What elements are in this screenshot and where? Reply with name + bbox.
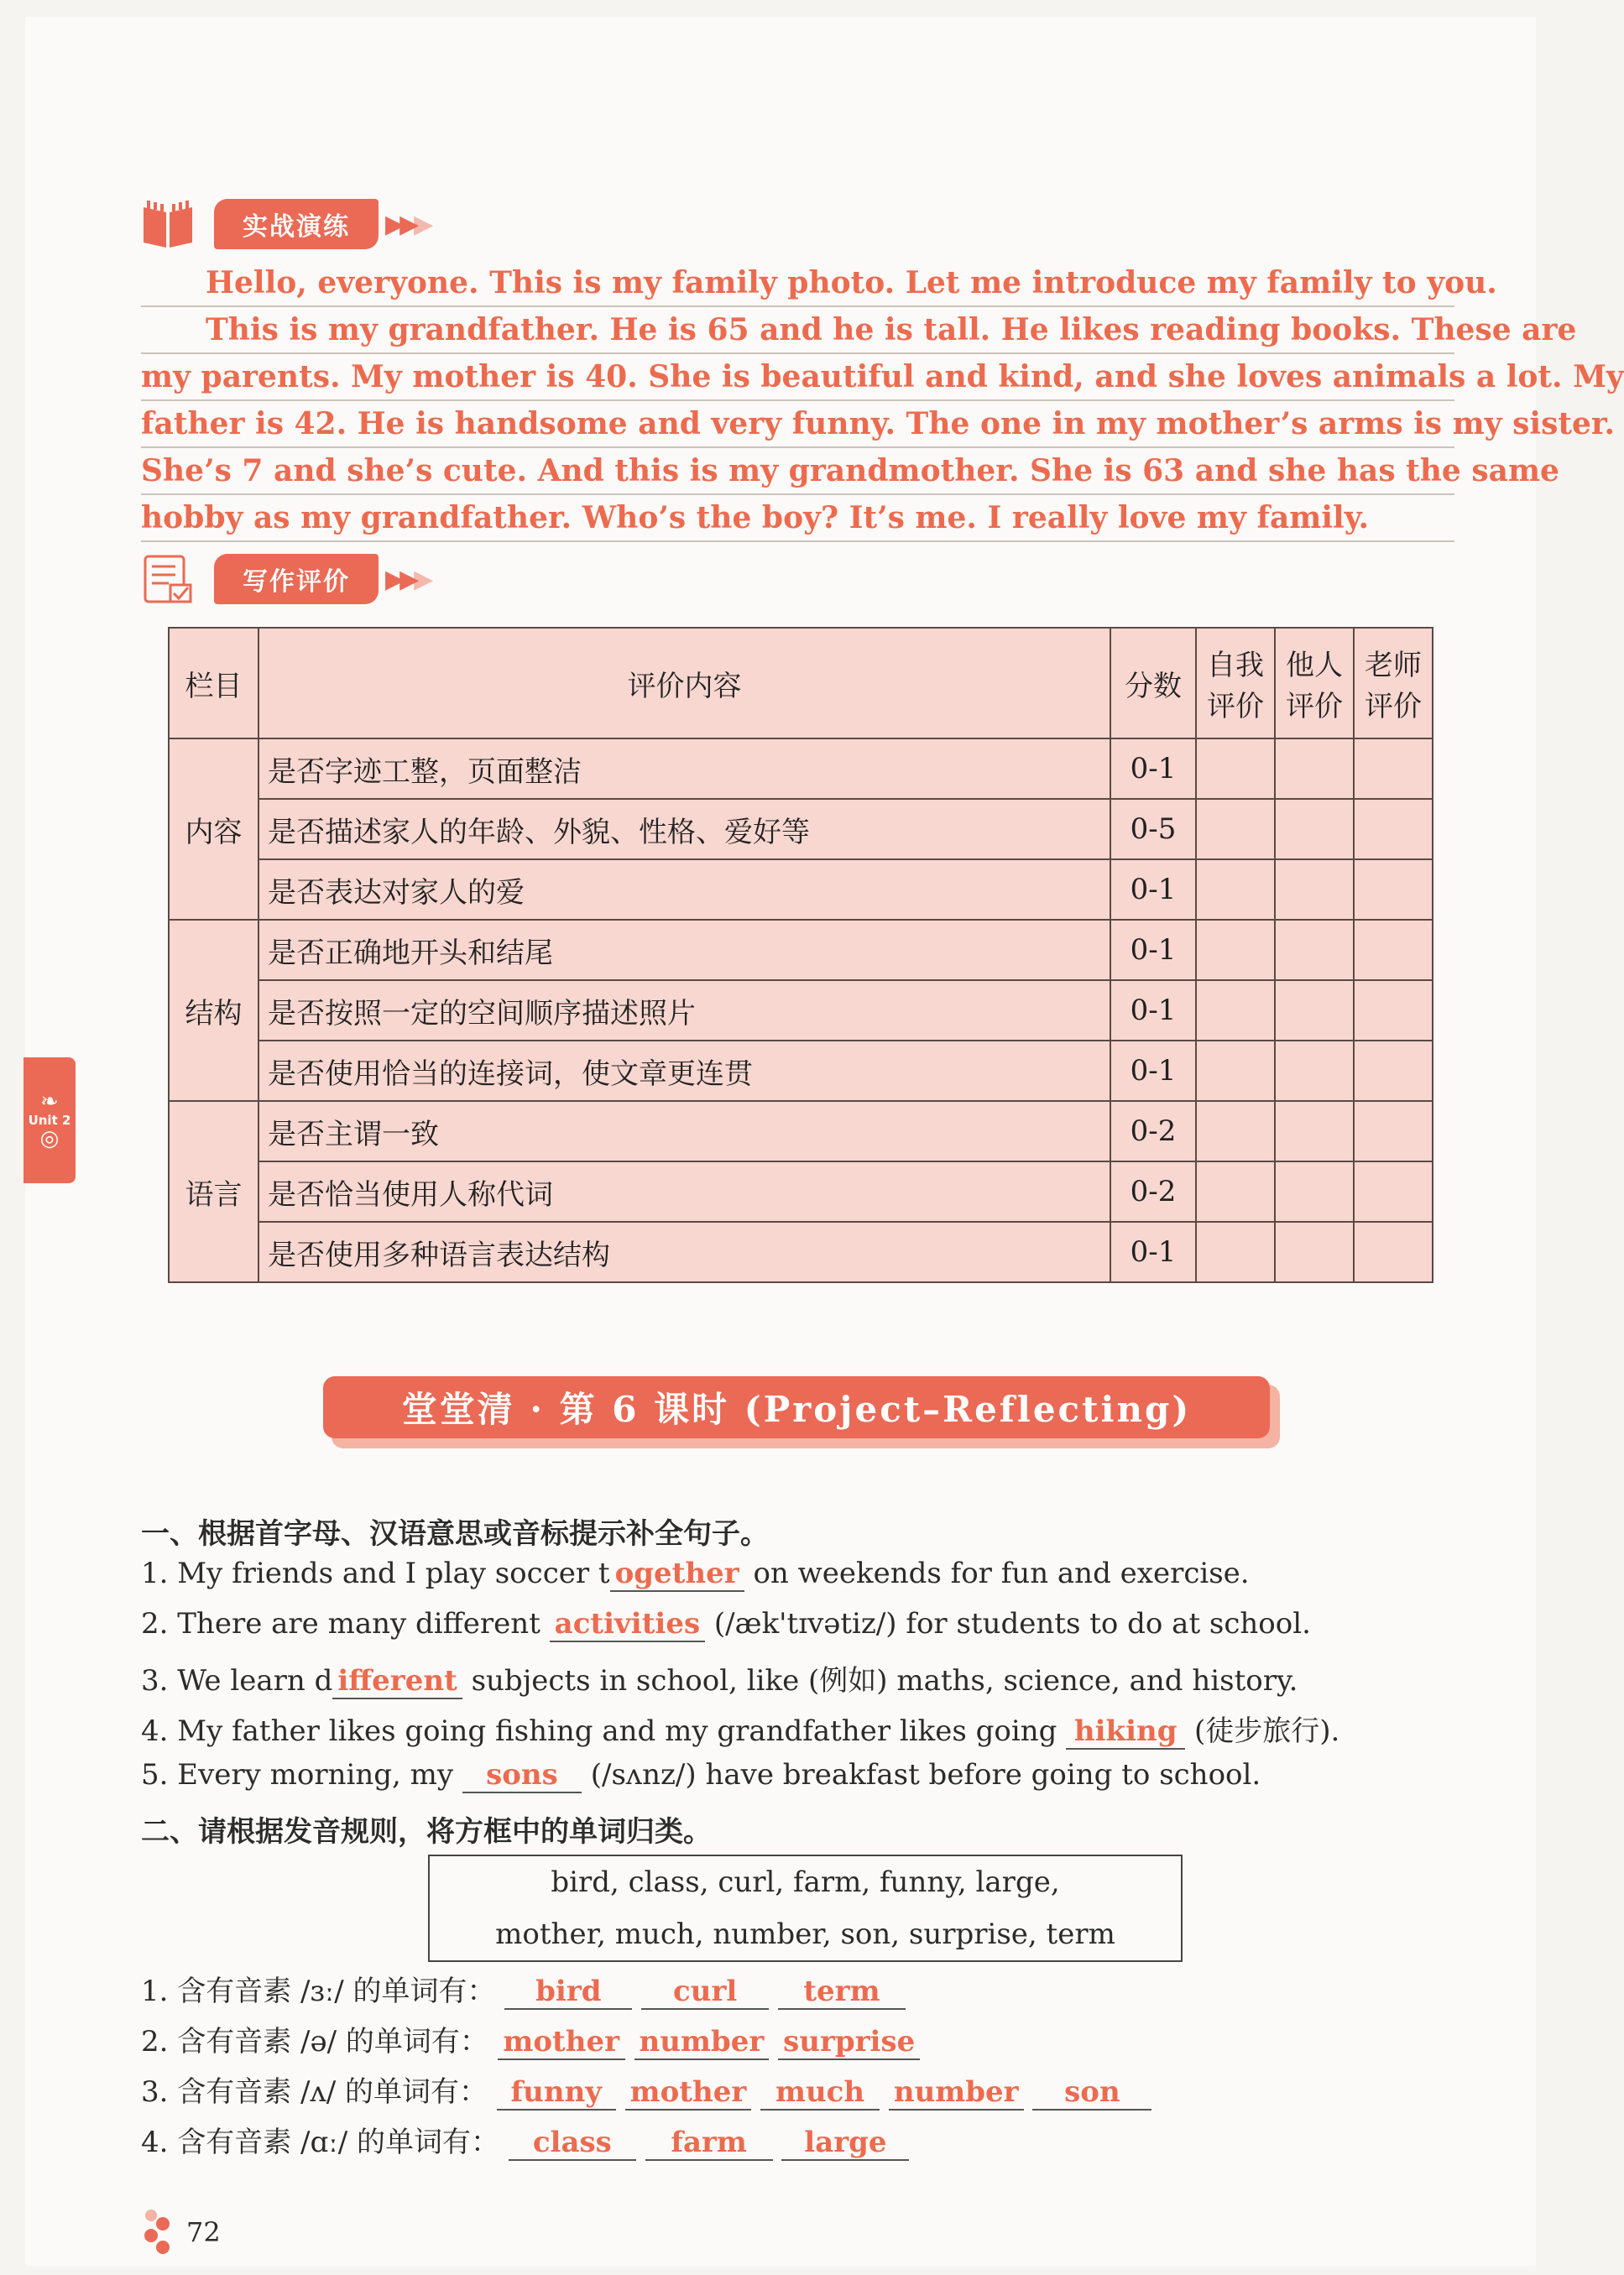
peer-eval-cell[interactable] (1275, 1161, 1354, 1222)
answer-blank[interactable]: term (778, 1975, 906, 2010)
peer-eval-cell[interactable] (1275, 1101, 1354, 1161)
table-row (169, 1161, 1433, 1222)
category-language: 语言 (169, 1101, 258, 1282)
score-range: 0-1 (1110, 859, 1196, 920)
question-1: 1. My friends and I play soccer t ogether on weekends for fun and exercise. (141, 1557, 1250, 1590)
criterion: 是否表达对家人的爱 (258, 859, 1110, 920)
answer-blank[interactable]: sons (462, 1758, 582, 1793)
answer-blank[interactable]: funny (497, 2075, 616, 2111)
table-header-row (169, 628, 1433, 738)
score-range: 0-1 (1110, 1041, 1196, 1101)
lesson-banner (323, 1376, 1280, 1443)
self-eval-cell[interactable] (1196, 1161, 1275, 1222)
unit-label: Unit 2 (28, 1113, 71, 1128)
self-eval-cell[interactable] (1196, 980, 1275, 1041)
essay-line: hobby as my grandfather. Who’s the boy? It’s me. I really love my family. (141, 495, 1454, 542)
criterion: 是否使用恰当的连接词，使文章更连贯 (258, 1041, 1110, 1101)
self-eval-cell[interactable] (1196, 920, 1275, 980)
answer-blank[interactable]: farm (645, 2126, 773, 2161)
table-row (169, 920, 1433, 980)
criterion: 是否正确地开头和结尾 (258, 920, 1110, 980)
self-eval-cell[interactable] (1196, 1041, 1275, 1101)
header-peer: 他人评价 (1275, 628, 1354, 738)
answer-blank[interactable]: bird (504, 1975, 632, 2010)
answer-blank[interactable]: curl (641, 1975, 769, 2010)
teacher-eval-cell[interactable] (1354, 980, 1433, 1041)
answer-blank[interactable]: ogether (610, 1557, 744, 1592)
self-eval-cell[interactable] (1196, 799, 1275, 859)
table-row (169, 1222, 1433, 1282)
answer-blank[interactable]: number (634, 2025, 770, 2060)
criterion: 是否描述家人的年龄、外貌、性格、爱好等 (258, 799, 1110, 859)
teacher-eval-cell[interactable] (1354, 1101, 1433, 1161)
answer-blank[interactable]: much (760, 2075, 880, 2111)
category-structure: 结构 (169, 920, 258, 1101)
criterion: 是否主谓一致 (258, 1101, 1110, 1161)
practice-section-title: 实战演练 (214, 199, 379, 249)
essay-line: She’s 7 and she’s cute. And this is my grandmother. She is 63 and she has the same (141, 448, 1454, 495)
self-eval-cell[interactable] (1196, 738, 1275, 799)
teacher-eval-cell[interactable] (1354, 738, 1433, 799)
table-row (169, 980, 1433, 1041)
question-2: 2. There are many different activities (/æk'tɪvətiz/) for students to do at school. (141, 1607, 1311, 1641)
score-range: 0-2 (1110, 1101, 1196, 1161)
header-teacher: 老师评价 (1354, 628, 1433, 738)
teacher-eval-cell[interactable] (1354, 1222, 1433, 1282)
criterion: 是否恰当使用人称代词 (258, 1161, 1110, 1222)
table-row (169, 738, 1433, 799)
header-score: 分数 (1110, 628, 1196, 738)
header-content: 评价内容 (258, 628, 1110, 738)
score-range: 0-2 (1110, 1161, 1196, 1222)
peer-eval-cell[interactable] (1275, 1222, 1354, 1282)
sort-row-4: 4. 含有音素 /ɑː/ 的单词有： class farm large (141, 2119, 909, 2161)
teacher-eval-cell[interactable] (1354, 859, 1433, 920)
self-eval-cell[interactable] (1196, 859, 1275, 920)
page-number-text: 72 (186, 2216, 221, 2248)
peer-eval-cell[interactable] (1275, 920, 1354, 980)
answer-blank[interactable]: large (781, 2126, 909, 2161)
answer-blank[interactable]: son (1032, 2075, 1151, 2111)
question-5: 5. Every morning, my sons (/sʌnz/) have breakfast before going to school. (141, 1758, 1261, 1792)
arrows-icon: ▶▶▶ (385, 564, 429, 594)
hexagon-dots-icon (141, 2207, 178, 2257)
criterion: 是否使用多种语言表达结构 (258, 1222, 1110, 1282)
self-eval-cell[interactable] (1196, 1101, 1275, 1161)
book-icon (138, 196, 197, 252)
word-box-line: bird, class, curl, farm, funny, large, (551, 1865, 1060, 1899)
teacher-eval-cell[interactable] (1354, 1041, 1433, 1101)
score-range: 0-1 (1110, 738, 1196, 799)
criterion: 是否字迹工整，页面整洁 (258, 738, 1110, 799)
answer-blank[interactable]: hiking (1066, 1714, 1185, 1750)
word-box-line: mother, much, number, son, surprise, term (495, 1918, 1115, 1951)
essay-line: father is 42. He is handsome and very funny. The one in my mother’s arms is my sister. (141, 401, 1454, 448)
sort-row-2: 2. 含有音素 /ə/ 的单词有： mother number surprise (141, 2018, 920, 2060)
evaluation-table (168, 627, 1433, 1283)
table-row (169, 799, 1433, 859)
arrows-icon: ▶▶▶ (385, 209, 429, 239)
answer-blank[interactable]: class (509, 2126, 636, 2161)
sort-row-1: 1. 含有音素 /ɜː/ 的单词有： bird curl term (141, 1968, 906, 2010)
answer-blank[interactable]: mother (498, 2025, 625, 2060)
part2-title: 二、请根据发音规则，将方框中的单词归类。 (141, 1815, 712, 1849)
category-content: 内容 (169, 738, 258, 920)
swirl-icon: ◎ (39, 1126, 60, 1151)
practice-section-header (138, 195, 428, 253)
header-category: 栏目 (169, 628, 258, 738)
self-eval-cell[interactable] (1196, 1222, 1275, 1282)
peer-eval-cell[interactable] (1275, 859, 1354, 920)
score-range: 0-1 (1110, 980, 1196, 1041)
essay-line: Hello, everyone. This is my family photo. Let me introduce my family to you. (141, 260, 1454, 307)
part1-title: 一、根据首字母、汉语意思或音标提示补全句子。 (141, 1517, 769, 1551)
criterion: 是否按照一定的空间顺序描述照片 (258, 980, 1110, 1041)
score-range: 0-5 (1110, 799, 1196, 859)
wing-icon: ❧ (40, 1089, 59, 1114)
sort-row-3: 3. 含有音素 /ʌ/ 的单词有： funny mother much number son (141, 2069, 1151, 2111)
peer-eval-cell[interactable] (1275, 799, 1354, 859)
table-row (169, 1041, 1433, 1101)
peer-eval-cell[interactable] (1275, 980, 1354, 1041)
teacher-eval-cell[interactable] (1354, 920, 1433, 980)
score-range: 0-1 (1110, 920, 1196, 980)
question-4: 4. My father likes going fishing and my grandfather likes going hiking (徒步旅行). (141, 1714, 1340, 1748)
lesson-banner-title: 堂堂清 · 第 6 课时 (Project–Reflecting) (323, 1376, 1270, 1438)
question-3: 3. We learn d ifferent subjects in school, like (例如) maths, science, and history. (141, 1664, 1298, 1698)
model-essay (141, 260, 1624, 542)
checklist-icon (138, 551, 197, 607)
unit-tab (23, 1057, 76, 1183)
answer-blank[interactable]: activities (550, 1607, 705, 1642)
peer-eval-cell[interactable] (1275, 738, 1354, 799)
peer-eval-cell[interactable] (1275, 1041, 1354, 1101)
answer-blank[interactable]: ifferent (332, 1664, 462, 1699)
answer-blank[interactable]: mother (625, 2075, 752, 2111)
answer-blank[interactable]: surprise (778, 2025, 920, 2060)
table-row (169, 1101, 1433, 1161)
word-box (428, 1855, 1183, 1962)
score-range: 0-1 (1110, 1222, 1196, 1282)
answer-blank[interactable]: number (889, 2075, 1024, 2111)
page-number (141, 2207, 221, 2257)
essay-line: my parents. My mother is 40. She is beautiful and kind, and she loves animals a lot. My (141, 354, 1454, 401)
teacher-eval-cell[interactable] (1354, 799, 1433, 859)
header-self: 自我评价 (1196, 628, 1275, 738)
teacher-eval-cell[interactable] (1354, 1161, 1433, 1222)
evaluation-section-title: 写作评价 (214, 554, 379, 604)
table-row (169, 859, 1433, 920)
essay-line: This is my grandfather. He is 65 and he is tall. He likes reading books. These are (141, 307, 1454, 354)
evaluation-section-header (138, 550, 428, 608)
